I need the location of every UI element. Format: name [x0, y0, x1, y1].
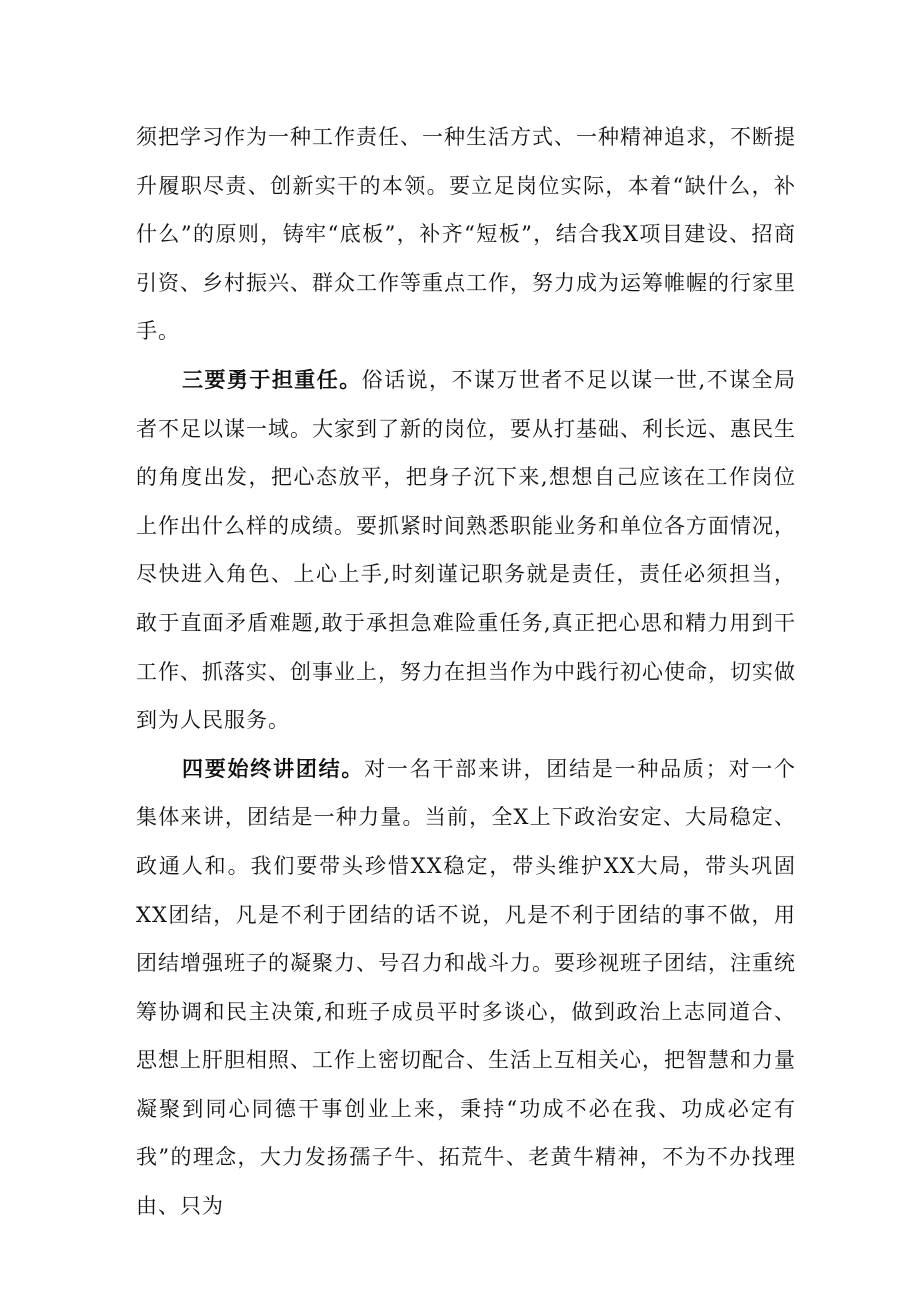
paragraph-study-text: 须把学习作为一种工作责任、一种生活方式、一种精神追求，不断提升履职尽责、创新实干的本领。要立足岗位实际，本着“缺什么，补什么”的原则，铸牢“底板”，补齐“短板”，结合我X项目建设、招商引资、乡村振兴、群众工作等重点工作，努力成为运筹帷幄的行家里手。 — [136, 125, 796, 344]
paragraph-responsibility — [136, 356, 796, 745]
paragraph-study — [136, 113, 796, 356]
paragraph-unity — [136, 745, 796, 1231]
paragraph-responsibility-heading: 三要勇于担重任。 — [182, 366, 362, 392]
paragraph-responsibility-text: 俗话说，不谋万世者不足以谋一世,不谋全局者不足以谋一域。大家到了新的岗位，要从打基础、利长远、惠民生的角度出发，把心态放平，把身子沉下来,想想自己应该在工作岗位上作出什么样的成绩。要抓紧时间熟悉职能业务和单位各方面情况，尽快进入角色、上心上手,时刻谨记职务就是责任，责任必须担当，敢于直面矛盾难题,敢于承担急难险重任务,真正把心思和精力用到干工作、抓落实、创事业上，努力在担当作为中践行初心使命，切实做到为人民服务。 — [136, 367, 796, 733]
document-page — [136, 113, 796, 1231]
paragraph-unity-heading: 四要始终讲团结。 — [182, 755, 365, 781]
paragraph-unity-text: 对一名干部来讲，团结是一种品质；对一个集体来讲，团结是一种力量。当前，全X上下政治安定、大局稳定、政通人和。我们要带头珍惜XX稳定，带头维护XX大局，带头巩固XX团结，凡是不利于团结的话不说，凡是不利于团结的事不做，用团结增强班子的凝聚力、号召力和战斗力。要珍视班子团结，注重统筹协调和民主决策,和班子成员平时多谈心，做到政治上志同道合、思想上肝胆相照、工作上密切配合、生活上互相关心，把智慧和力量凝聚到同心同德干事创业上来，秉持“功成不必在我、功成必定有我”的理念，大力发扬孺子牛、拓荒牛、老黄牛精神，不为不办找理由、只为 — [136, 756, 797, 1219]
